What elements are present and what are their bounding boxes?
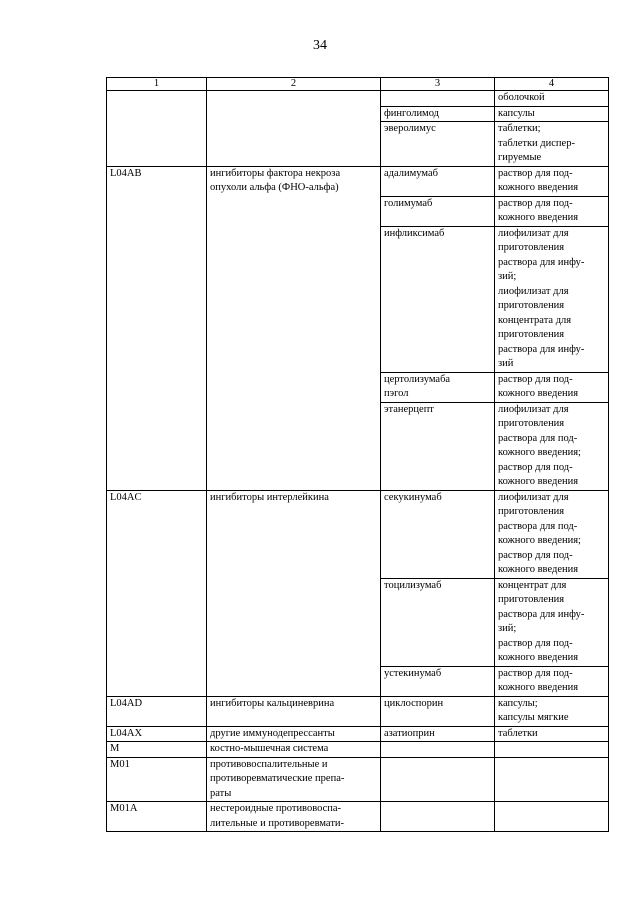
dosage-form-cell: раствор для под- кожного введения bbox=[495, 372, 609, 402]
group-name-cell: ингибиторы кальциневрина bbox=[207, 696, 381, 726]
group-name-cell: нестероидные противовоспа- лительные и противоревмати- bbox=[207, 802, 381, 832]
dosage-form-cell: капсулы; капсулы мягкие bbox=[495, 696, 609, 726]
drug-name-cell: устекинумаб bbox=[381, 666, 495, 696]
dosage-form-cell: концентрат для приготовления раствора для инфу- зий; раствор для под- кожного введения bbox=[495, 578, 609, 666]
dosage-form-cell: раствор для под- кожного введения bbox=[495, 196, 609, 226]
table-row bbox=[107, 696, 609, 726]
drug-name-cell: голимумаб bbox=[381, 196, 495, 226]
drug-name-cell: этанерцепт bbox=[381, 402, 495, 490]
dosage-form-cell: раствор для под- кожного введения bbox=[495, 166, 609, 196]
group-name-cell: другие иммунодепрессанты bbox=[207, 726, 381, 742]
column-header: 2 bbox=[207, 78, 381, 91]
drug-name-cell bbox=[381, 802, 495, 832]
group-name-cell bbox=[207, 91, 381, 167]
atc-code-cell: L04AB bbox=[107, 166, 207, 490]
drug-name-cell bbox=[381, 742, 495, 758]
column-header: 3 bbox=[381, 78, 495, 91]
column-header: 4 bbox=[495, 78, 609, 91]
drug-name-cell: секукинумаб bbox=[381, 490, 495, 578]
drug-name-cell: тоцилизумаб bbox=[381, 578, 495, 666]
dosage-form-cell: оболочкой bbox=[495, 91, 609, 107]
dosage-form-cell: лиофилизат для приготовления раствора для под- кожного введения; раствор для под- кожного введения bbox=[495, 402, 609, 490]
group-name-cell: костно-мышечная система bbox=[207, 742, 381, 758]
atc-code-cell: M bbox=[107, 742, 207, 758]
dosage-form-cell: капсулы bbox=[495, 106, 609, 122]
dosage-form-cell: лиофилизат для приготовления раствора для под- кожного введения; раствор для под- кожного введения bbox=[495, 490, 609, 578]
atc-code-cell: L04AD bbox=[107, 696, 207, 726]
group-name-cell: ингибиторы фактора некроза опухоли альфа (ФНО-альфа) bbox=[207, 166, 381, 490]
column-header: 1 bbox=[107, 78, 207, 91]
atc-code-cell: L04AC bbox=[107, 490, 207, 696]
drug-name-cell: циклоспорин bbox=[381, 696, 495, 726]
drug-name-cell: цертолизумаба пэгол bbox=[381, 372, 495, 402]
atc-code-cell: M01A bbox=[107, 802, 207, 832]
dosage-form-cell: таблетки; таблетки диспер- гируемые bbox=[495, 122, 609, 167]
dosage-form-cell: лиофилизат для приготовления раствора для инфу- зий; лиофилизат для приготовления концентрата для приготовления раствора для инфу- зий bbox=[495, 226, 609, 372]
table-header-row bbox=[107, 78, 609, 91]
drug-name-cell bbox=[381, 757, 495, 802]
table-row bbox=[107, 757, 609, 802]
dosage-form-cell bbox=[495, 742, 609, 758]
drug-name-cell: эверолимус bbox=[381, 122, 495, 167]
page-number: 34 bbox=[313, 38, 327, 53]
dosage-form-cell bbox=[495, 757, 609, 802]
table-row bbox=[107, 802, 609, 832]
table-row bbox=[107, 166, 609, 196]
drug-name-cell: финголимод bbox=[381, 106, 495, 122]
dosage-form-cell: раствор для под- кожного введения bbox=[495, 666, 609, 696]
drug-name-cell: инфликсимаб bbox=[381, 226, 495, 372]
atc-code-cell: M01 bbox=[107, 757, 207, 802]
atc-code-cell bbox=[107, 91, 207, 167]
drug-name-cell bbox=[381, 91, 495, 107]
drug-classification-table bbox=[106, 77, 609, 832]
dosage-form-cell: таблетки bbox=[495, 726, 609, 742]
atc-code-cell: L04AX bbox=[107, 726, 207, 742]
table-row bbox=[107, 91, 609, 107]
group-name-cell: противовоспалительные и противоревматические препа- раты bbox=[207, 757, 381, 802]
table-row bbox=[107, 490, 609, 578]
group-name-cell: ингибиторы интерлейкина bbox=[207, 490, 381, 696]
dosage-form-cell bbox=[495, 802, 609, 832]
drug-name-cell: адалимумаб bbox=[381, 166, 495, 196]
drug-name-cell: азатиоприн bbox=[381, 726, 495, 742]
table-row bbox=[107, 726, 609, 742]
table-row bbox=[107, 742, 609, 758]
